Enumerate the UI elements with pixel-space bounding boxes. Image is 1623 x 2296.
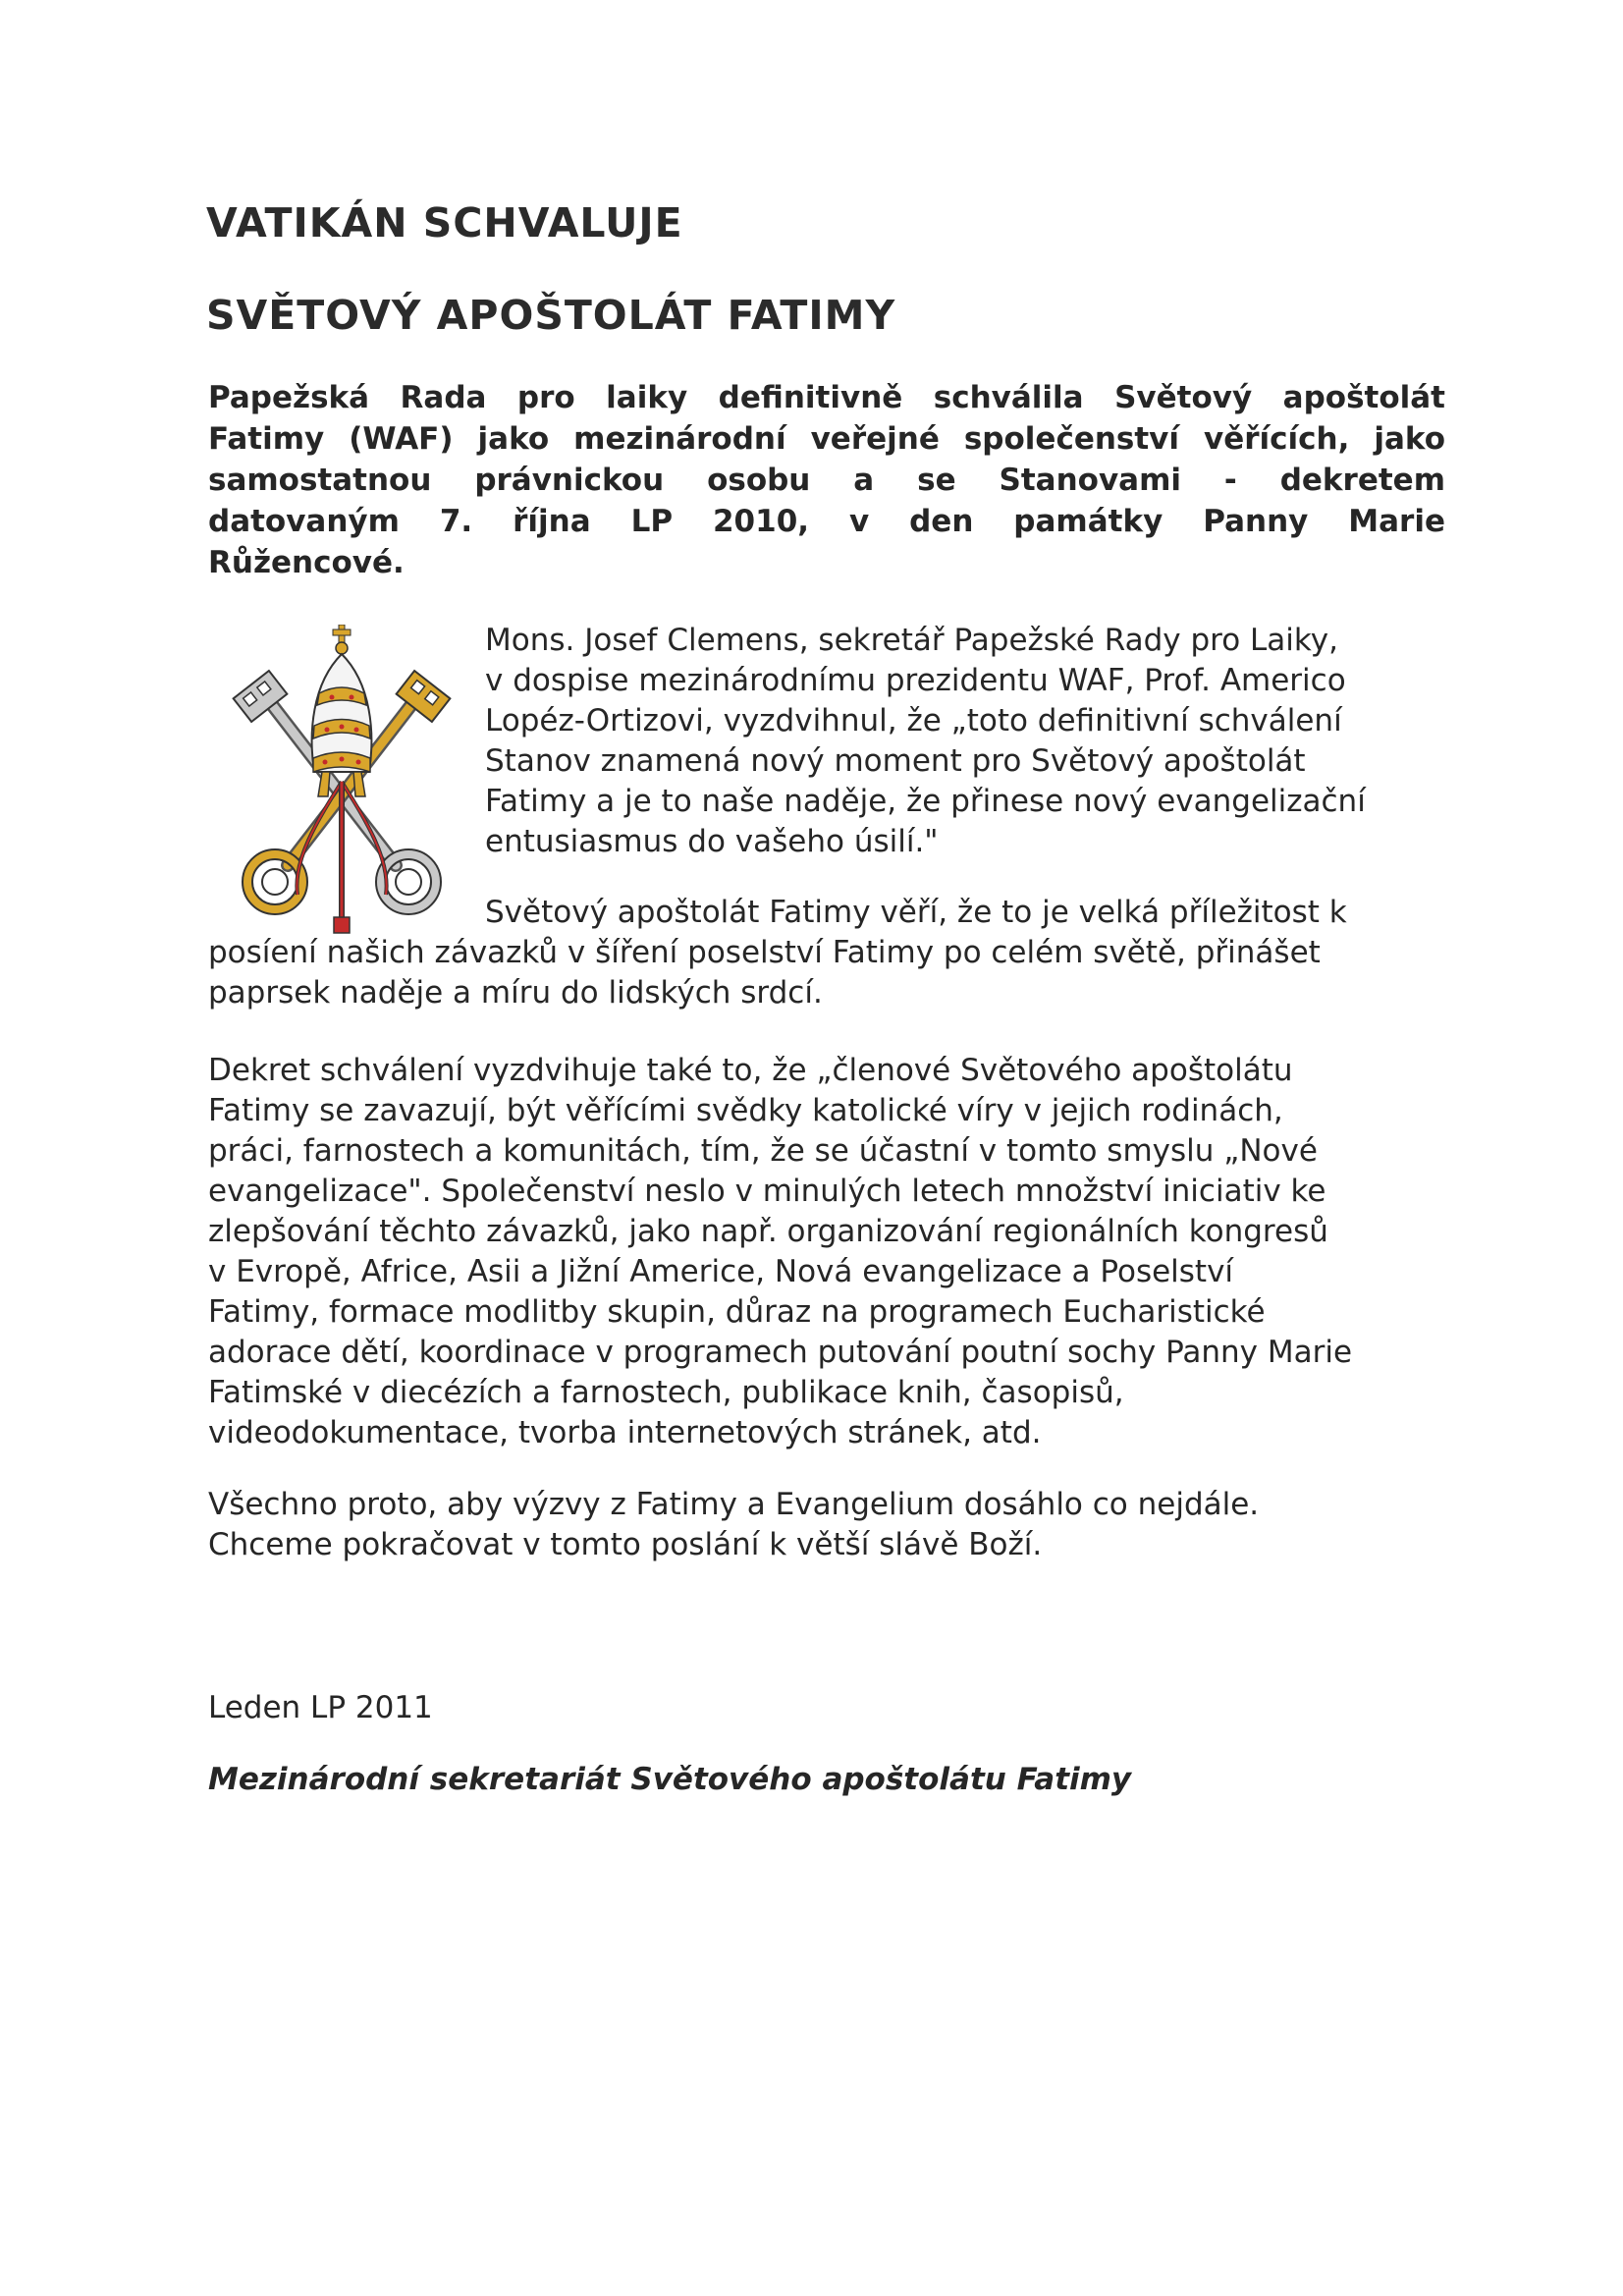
text-line: Chceme pokračovat v tomto poslání k větší slávě Boží. — [208, 1527, 1043, 1562]
text-line: v dospise mezinárodnímu prezidentu WAF, Prof. Americo — [485, 663, 1346, 698]
paragraph-3 — [208, 1051, 1455, 1453]
lead-line: datovaným 7. října LP 2010, v den památky Panny Marie — [208, 504, 1445, 539]
text-line: posíení našich závazků v šíření poselství Fatimy po celém světě, přinášet — [208, 935, 1321, 970]
text-line: Fatimské v diecézích a farnostech, publikace knih, časopisů, — [208, 1375, 1124, 1410]
text-line: Všechno proto, aby výzvy z Fatimy a Evangelium dosáhlo co nejdále. — [208, 1487, 1260, 1522]
text-line: Fatimy, formace modlitby skupin, důraz na programech Eucharistické — [208, 1294, 1266, 1330]
lead-line: Fatimy (WAF) jako mezinárodní veřejné společenství věřících, jako — [208, 421, 1445, 457]
document-title-line-2: SVĚTOVÝ APOŠTOLÁT FATIMY — [206, 292, 896, 339]
document-title-line-1: VATIKÁN SCHVALUJE — [206, 199, 683, 246]
text-line: Světový apoštolát Fatimy věří, že to je velká příležitost k — [485, 895, 1347, 930]
text-line: Fatimy a je to naše naděje, že přinese nový evangelizační — [485, 784, 1366, 819]
text-line: Lopéz-Ortizovi, vyzdvihnul, že „toto definitivní schválení — [485, 703, 1342, 738]
text-line: v Evropě, Africe, Asii a Jižní Americe, Nová evangelizace a Poselství — [208, 1254, 1234, 1289]
text-line: videodokumentace, tvorba internetových stránek, atd. — [208, 1415, 1042, 1450]
papal-coat-of-arms-icon — [224, 625, 460, 937]
paragraph-4 — [208, 1485, 1455, 1565]
lead-line: Papežská Rada pro laiky definitivně schválila Světový apoštolát — [208, 380, 1445, 415]
text-line: paprsek naděje a míru do lidských srdcí. — [208, 975, 823, 1011]
text-line: adorace dětí, koordinace v programech putování poutní sochy Panny Marie — [208, 1335, 1353, 1370]
document-date: Leden LP 2011 — [208, 1690, 433, 1725]
signature: Mezinárodní sekretariát Světového apoštolátu Fatimy — [208, 1762, 1132, 1797]
text-line: Fatimy se zavazují, být věřícími svědky katolické víry v jejich rodinách, — [208, 1093, 1283, 1128]
text-line: zlepšování těchto závazků, jako např. organizování regionálních kongresů — [208, 1214, 1328, 1249]
text-line: Mons. Josef Clemens, sekretář Papežské Rady pro Laiky, — [485, 623, 1338, 658]
tiara-icon — [312, 625, 372, 796]
lead-line: samostatnou právnickou osobu a se Stanovami - dekretem — [208, 463, 1445, 498]
paragraph-2 — [208, 893, 1455, 1013]
lead-paragraph — [208, 377, 1445, 583]
text-line: práci, farnostech a komunitách, tím, že se účastní v tomto smyslu „Nové — [208, 1133, 1318, 1169]
quote-paragraph — [485, 621, 1447, 862]
text-line: Stanov znamená nový moment pro Světový apoštolát — [485, 743, 1306, 779]
lead-line: Růžencové. — [208, 545, 405, 580]
text-line: entusiasmus do vašeho úsilí." — [485, 824, 939, 859]
text-line: evangelizace". Společenství neslo v minulých letech množství iniciativ ke — [208, 1174, 1326, 1209]
text-line: Dekret schválení vyzdvihuje také to, že „členové Světového apoštolátu — [208, 1053, 1293, 1088]
